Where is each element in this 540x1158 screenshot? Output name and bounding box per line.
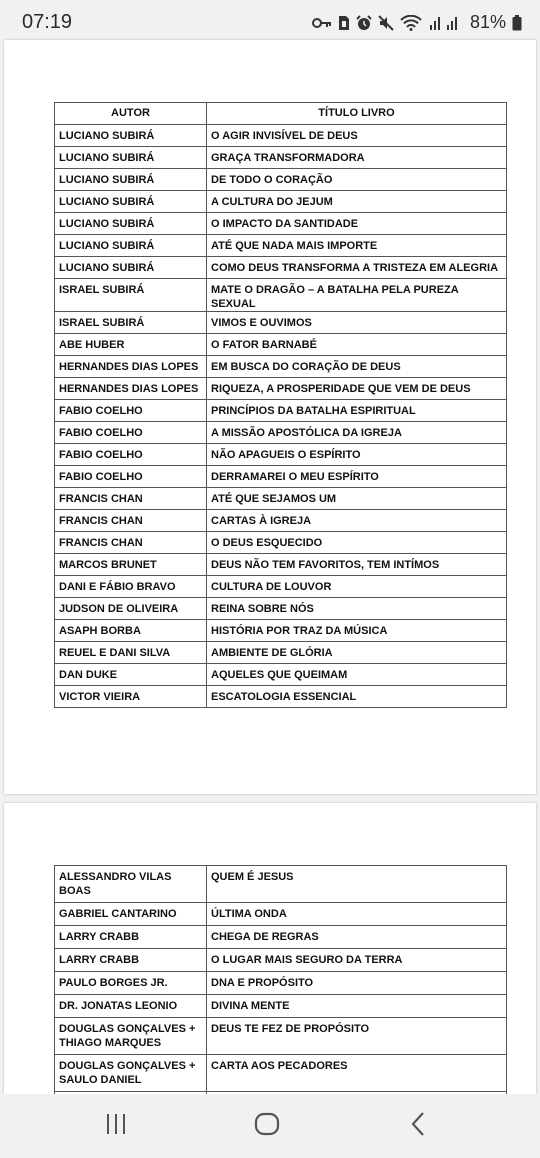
document-page-2 bbox=[4, 803, 536, 1103]
header-title: TÍTULO LIVRO bbox=[207, 103, 507, 125]
table-row bbox=[55, 191, 507, 213]
books-table bbox=[54, 102, 507, 708]
table-row bbox=[55, 400, 507, 422]
table-row bbox=[55, 1055, 507, 1092]
table-row bbox=[55, 444, 507, 466]
author-cell: FABIO COELHO bbox=[55, 422, 207, 444]
back-button[interactable] bbox=[398, 1112, 438, 1140]
recent-apps-icon bbox=[104, 1113, 128, 1140]
table-row bbox=[55, 972, 507, 995]
table-row bbox=[55, 620, 507, 642]
table-row bbox=[55, 554, 507, 576]
author-cell: ISRAEL SUBIRÁ bbox=[55, 279, 207, 312]
title-cell: RIQUEZA, A PROSPERIDADE QUE VEM DE DEUS bbox=[207, 378, 507, 400]
title-cell: ATÉ QUE SEJAMOS UM bbox=[207, 488, 507, 510]
table-row bbox=[55, 664, 507, 686]
author-cell: FABIO COELHO bbox=[55, 466, 207, 488]
author-cell: REUEL E DANI SILVA bbox=[55, 642, 207, 664]
author-cell: DR. JONATAS LEONIO bbox=[55, 995, 207, 1018]
table-row bbox=[55, 279, 507, 312]
table-row bbox=[55, 213, 507, 235]
author-cell: DANI E FÁBIO BRAVO bbox=[55, 576, 207, 598]
author-cell: ISRAEL SUBIRÁ bbox=[55, 312, 207, 334]
title-cell: GRAÇA TRANSFORMADORA bbox=[207, 147, 507, 169]
author-cell: FABIO COELHO bbox=[55, 400, 207, 422]
title-cell: A CULTURA DO JEJUM bbox=[207, 191, 507, 213]
title-cell: ESCATOLOGIA ESSENCIAL bbox=[207, 686, 507, 708]
table-row bbox=[55, 510, 507, 532]
title-cell: NÃO APAGUEIS O ESPÍRITO bbox=[207, 444, 507, 466]
author-cell: ASAPH BORBA bbox=[55, 620, 207, 642]
title-cell: O IMPACTO DA SANTIDADE bbox=[207, 213, 507, 235]
title-cell: CARTA AOS PECADORES bbox=[207, 1055, 507, 1092]
books-table-continued bbox=[54, 865, 507, 1103]
author-cell: PAULO BORGES JR. bbox=[55, 972, 207, 995]
author-cell: LARRY CRABB bbox=[55, 949, 207, 972]
status-icons bbox=[312, 12, 522, 33]
table-row bbox=[55, 312, 507, 334]
sim-icon bbox=[338, 15, 350, 31]
title-cell: O FATOR BARNABÉ bbox=[207, 334, 507, 356]
battery-icon bbox=[512, 15, 522, 31]
author-cell: LARRY CRABB bbox=[55, 926, 207, 949]
author-cell: FRANCIS CHAN bbox=[55, 510, 207, 532]
title-cell: VIMOS E OUVIMOS bbox=[207, 312, 507, 334]
table-row bbox=[55, 169, 507, 191]
table-row bbox=[55, 995, 507, 1018]
author-cell: LUCIANO SUBIRÁ bbox=[55, 235, 207, 257]
table-row bbox=[55, 642, 507, 664]
author-cell: LUCIANO SUBIRÁ bbox=[55, 169, 207, 191]
mute-icon bbox=[378, 15, 394, 31]
table-row bbox=[55, 949, 507, 972]
table-row bbox=[55, 356, 507, 378]
title-cell: PRINCÍPIOS DA BATALHA ESPIRITUAL bbox=[207, 400, 507, 422]
key-icon bbox=[312, 16, 332, 30]
author-cell: VICTOR VIEIRA bbox=[55, 686, 207, 708]
author-cell: DOUGLAS GONÇALVES + SAULO DANIEL bbox=[55, 1055, 207, 1092]
title-cell: O DEUS ESQUECIDO bbox=[207, 532, 507, 554]
title-cell: ATÉ QUE NADA MAIS IMPORTE bbox=[207, 235, 507, 257]
table-row bbox=[55, 576, 507, 598]
author-cell: LUCIANO SUBIRÁ bbox=[55, 191, 207, 213]
table-row bbox=[55, 903, 507, 926]
author-cell: DOUGLAS GONÇALVES + THIAGO MARQUES bbox=[55, 1018, 207, 1055]
table-row bbox=[55, 147, 507, 169]
author-cell: GABRIEL CANTARINO bbox=[55, 903, 207, 926]
alarm-icon bbox=[356, 15, 372, 31]
author-cell: LUCIANO SUBIRÁ bbox=[55, 257, 207, 279]
title-cell: AMBIENTE DE GLÓRIA bbox=[207, 642, 507, 664]
title-cell: MATE O DRAGÃO – A BATALHA PELA PUREZA SEXUAL bbox=[207, 279, 507, 312]
title-cell: QUEM É JESUS bbox=[207, 866, 507, 903]
author-cell: DAN DUKE bbox=[55, 664, 207, 686]
title-cell: ÚLTIMA ONDA bbox=[207, 903, 507, 926]
table-row bbox=[55, 235, 507, 257]
signal-icon bbox=[428, 15, 462, 31]
title-cell: DEUS NÃO TEM FAVORITOS, TEM INTÍMOS bbox=[207, 554, 507, 576]
title-cell: A MISSÃO APOSTÓLICA DA IGREJA bbox=[207, 422, 507, 444]
wifi-icon bbox=[400, 15, 422, 31]
author-cell: FRANCIS CHAN bbox=[55, 488, 207, 510]
table-row bbox=[55, 926, 507, 949]
title-cell: DEUS TE FEZ DE PROPÓSITO bbox=[207, 1018, 507, 1055]
author-cell: JUDSON DE OLIVEIRA bbox=[55, 598, 207, 620]
author-cell: HERNANDES DIAS LOPES bbox=[55, 378, 207, 400]
document-page-1 bbox=[4, 40, 536, 794]
table-row bbox=[55, 488, 507, 510]
author-cell: LUCIANO SUBIRÁ bbox=[55, 125, 207, 147]
title-cell: COMO DEUS TRANSFORMA A TRISTEZA EM ALEGRIA bbox=[207, 257, 507, 279]
table-row bbox=[55, 1018, 507, 1055]
title-cell: CHEGA DE REGRAS bbox=[207, 926, 507, 949]
author-cell: LUCIANO SUBIRÁ bbox=[55, 147, 207, 169]
navigation-bar bbox=[0, 1094, 540, 1158]
title-cell: CARTAS À IGREJA bbox=[207, 510, 507, 532]
author-cell: HERNANDES DIAS LOPES bbox=[55, 356, 207, 378]
author-cell: FRANCIS CHAN bbox=[55, 532, 207, 554]
table-row bbox=[55, 466, 507, 488]
title-cell: DNA E PROPÓSITO bbox=[207, 972, 507, 995]
table-row bbox=[55, 334, 507, 356]
table-row bbox=[55, 866, 507, 903]
home-icon bbox=[254, 1112, 280, 1141]
table-row bbox=[55, 422, 507, 444]
table-row bbox=[55, 686, 507, 708]
author-cell: MARCOS BRUNET bbox=[55, 554, 207, 576]
title-cell: EM BUSCA DO CORAÇÃO DE DEUS bbox=[207, 356, 507, 378]
title-cell: CULTURA DE LOUVOR bbox=[207, 576, 507, 598]
table-row bbox=[55, 598, 507, 620]
title-cell: REINA SOBRE NÓS bbox=[207, 598, 507, 620]
table-row bbox=[55, 257, 507, 279]
author-cell: ABE HUBER bbox=[55, 334, 207, 356]
battery-percentage: 81% bbox=[469, 12, 506, 32]
table-header-row bbox=[55, 103, 507, 125]
author-cell: ALESSANDRO VILAS BOAS bbox=[55, 866, 207, 903]
title-cell: DE TODO O CORAÇÃO bbox=[207, 169, 507, 191]
table-row bbox=[55, 378, 507, 400]
title-cell: HISTÓRIA POR TRAZ DA MÚSICA bbox=[207, 620, 507, 642]
title-cell: DIVINA MENTE bbox=[207, 995, 507, 1018]
back-icon bbox=[410, 1111, 426, 1142]
title-cell: DERRAMAREI O MEU ESPÍRITO bbox=[207, 466, 507, 488]
table-row bbox=[55, 125, 507, 147]
table-row bbox=[55, 532, 507, 554]
title-cell: AQUELES QUE QUEIMAM bbox=[207, 664, 507, 686]
title-cell: O AGIR INVISÍVEL DE DEUS bbox=[207, 125, 507, 147]
home-button[interactable] bbox=[247, 1112, 287, 1140]
header-author: AUTOR bbox=[55, 103, 207, 125]
status-time: 07:19 bbox=[22, 11, 73, 33]
title-cell: O LUGAR MAIS SEGURO DA TERRA bbox=[207, 949, 507, 972]
recent-apps-button[interactable] bbox=[96, 1112, 136, 1140]
author-cell: LUCIANO SUBIRÁ bbox=[55, 213, 207, 235]
author-cell: FABIO COELHO bbox=[55, 444, 207, 466]
